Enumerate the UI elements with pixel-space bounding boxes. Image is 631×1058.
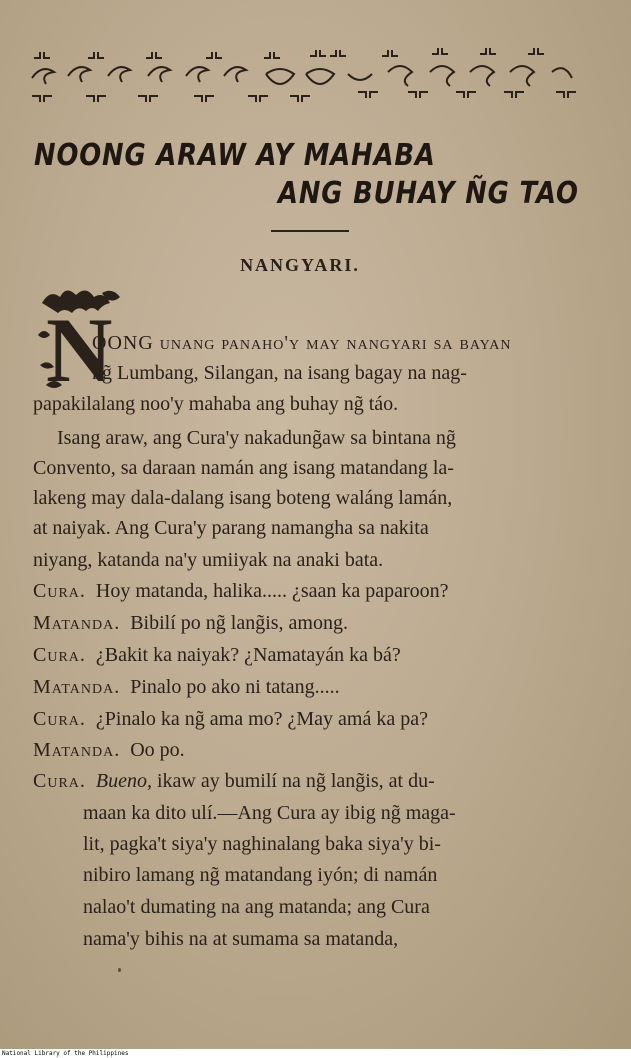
dialogue-line-4: Matanda. Pinalo po ako ni tatang.....: [33, 676, 340, 698]
text-line-3: papakilalang noo'y mahaba ang buhay ng̃ táo.: [33, 393, 399, 415]
library-credit: National Library of the Philippines: [0, 1049, 631, 1058]
speaker-label: Matanda.: [33, 676, 121, 698]
speaker-label: Cura.: [33, 580, 86, 602]
dialogue-line-6: Matanda. Oo po.: [33, 739, 185, 761]
speaker-label: Matanda.: [33, 739, 121, 761]
dialogue-line-3: Cura. ¿Bakit ka naiyak? ¿Namatayán ka bá?: [33, 644, 401, 666]
dialogue-line-1: Cura. Hoy matanda, halika..... ¿saan ka paparoon?: [33, 580, 449, 602]
speaker-label: Cura.: [33, 644, 86, 666]
speaker-label: Cura.: [33, 770, 86, 792]
text-line-8: niyang, katanda na'y umiiyak na anaki bata.: [33, 549, 384, 571]
text-line-6: lakeng may dala-dalang isang boteng waláng lamán,: [33, 487, 453, 509]
dialogue-cont-3: nibiro lamang ng̃ matandang iyón; di namán: [83, 864, 438, 886]
dialogue-line-7: Cura. Bueno, ikaw ay bumilí na ng̃ lang̃is, at du-: [33, 770, 435, 792]
dialogue-line-5: Cura. ¿Pinalo ka ng̃ ama mo? ¿May amá ka pa?: [33, 708, 428, 730]
dialogue-cont-1: maan ka dito ulí.—Ang Cura ay ibig ng̃ maga-: [83, 802, 456, 824]
title-line-1: NOONG ARAW AY MAHABA: [34, 138, 436, 173]
line-1-text: OONG unang panaho'y may nangyari sa bayan: [92, 332, 512, 354]
speaker-label: Matanda.: [33, 612, 121, 634]
decorative-header-ornament: [28, 44, 590, 106]
text-line-1: [92, 331, 511, 355]
section-heading: NANGYARI.: [240, 255, 360, 275]
dialogue-cont-2: lit, pagka't siya'y naghinalang baka siya'y bi-: [83, 833, 441, 855]
dialogue-cont-4: nalao't dumating na ang matanda; ang Cura: [83, 896, 430, 918]
dialogue-line-2: Matanda. Bibilí po ng̃ lang̃is, among.: [33, 612, 348, 634]
text-line-4: Isang araw, ang Cura'y nakadung̃aw sa bintana ng̃: [57, 427, 456, 449]
text-line-7: at naiyak. Ang Cura'y parang namangha sa nakita: [33, 517, 429, 539]
dialogue-cont-5: nama'y bihis na at sumama sa matanda,: [83, 928, 399, 950]
title-line-2: ANG BUHAY ÑG TAO: [278, 176, 579, 211]
line-2-text: ng̃ Lumbang, Silangan, na isang bagay na nag-: [92, 362, 467, 384]
title-divider: [271, 230, 349, 232]
text-line-5: Convento, sa daraan namán ang isang matandang la-: [33, 457, 454, 479]
speaker-label: Cura.: [33, 708, 86, 730]
text-line-2: [92, 361, 467, 385]
page-speck: [118, 968, 121, 972]
initial-letter: N: [46, 299, 113, 397]
